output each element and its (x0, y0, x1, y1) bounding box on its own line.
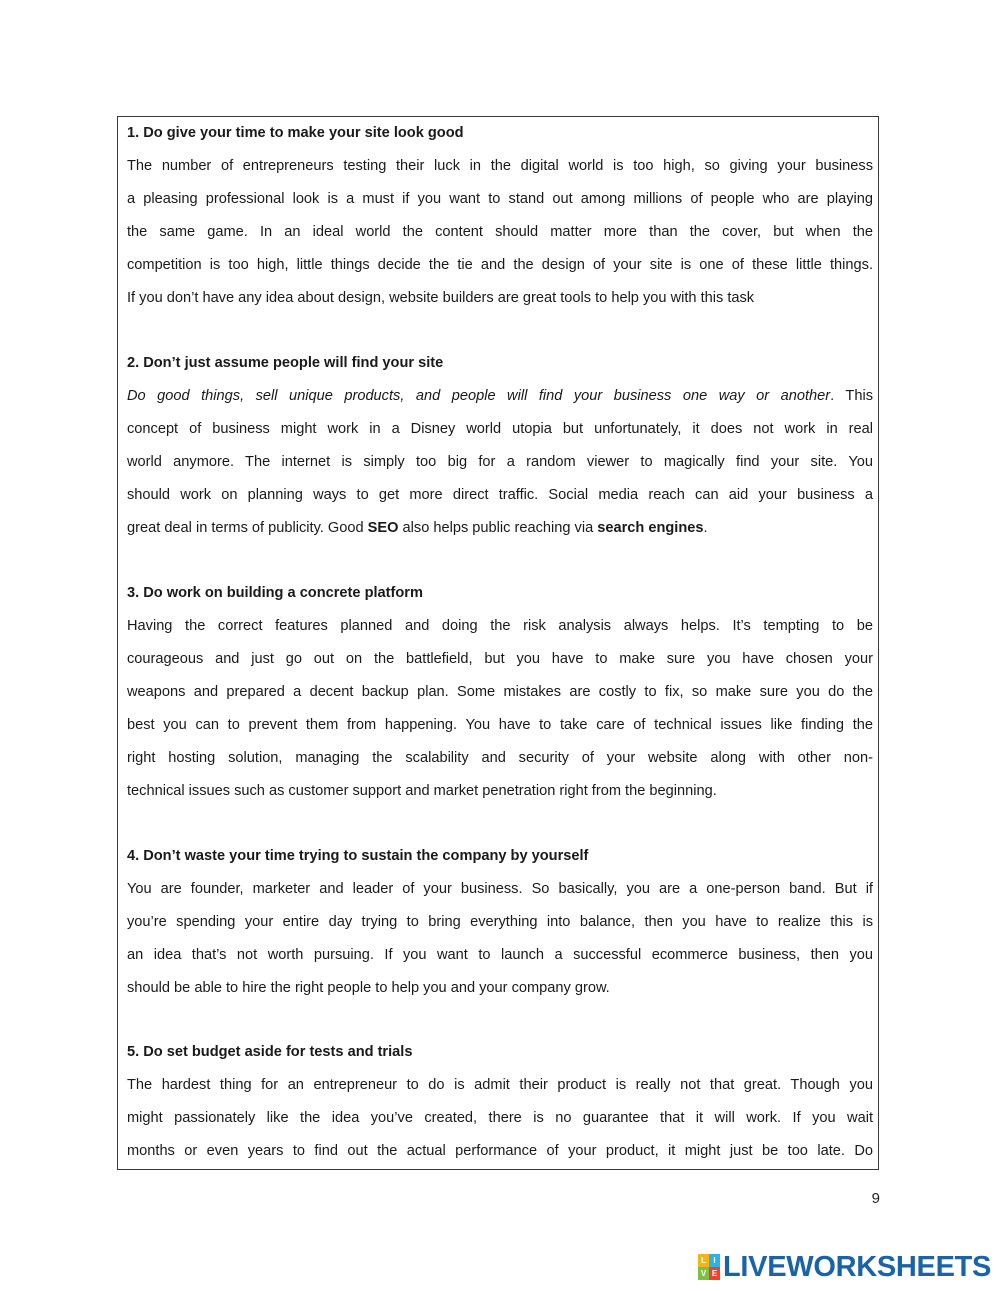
paragraph-line: best you can to prevent them from happening. You have to take care of technical issues like finding the (127, 717, 873, 733)
logo-letter: L (698, 1254, 709, 1267)
paragraph-line: You are founder, marketer and leader of your business. So basically, you are a one-person band. But if (127, 881, 873, 897)
paragraph-line: concept of business might work in a Disney world utopia but unfortunately, it does not work in real (127, 421, 873, 437)
paragraph-line: The number of entrepreneurs testing their luck in the digital world is too high, so giving your business (127, 158, 873, 174)
logo-letter: E (709, 1267, 720, 1280)
paragraph-line: should be able to hire the right people to help you and your company grow. (127, 980, 610, 996)
section-heading-1: 1. Do give your time to make your site look good (127, 125, 464, 141)
paragraph-text: great deal in terms of publicity. Good (127, 520, 368, 536)
paragraph-text: . (703, 520, 708, 536)
section-heading-4: 4. Don’t waste your time trying to sustain the company by yourself (127, 848, 589, 864)
paragraph-line: you’re spending your entire day trying to bring everything into balance, then you have to realize this is (127, 914, 873, 930)
liveworksheets-icon (698, 1254, 720, 1280)
section-heading-2: 2. Don’t just assume people will find your site (127, 355, 444, 371)
search-engines-term: search engines (597, 520, 704, 536)
liveworksheets-wordmark: LIVEWORKSHEETS (723, 1251, 992, 1283)
paragraph-line: months or even years to find out the actual performance of your product, it might just be too late. Do (127, 1143, 873, 1159)
section-heading-5: 5. Do set budget aside for tests and trials (127, 1044, 413, 1060)
paragraph-text: . This (830, 388, 874, 404)
paragraph-line: courageous and just go out on the battlefield, but you have to make sure you have chosen your (127, 651, 873, 667)
paragraph-line: weapons and prepared a decent backup plan. Some mistakes are costly to fix, so make sure you do the (127, 684, 873, 700)
liveworksheets-logo[interactable] (698, 1252, 991, 1282)
paragraph-text: also helps public reaching via (398, 520, 598, 536)
paragraph-line: technical issues such as customer support and market penetration right from the beginning. (127, 783, 717, 799)
content-box (117, 116, 879, 1170)
paragraph-line: an idea that’s not worth pursuing. If you want to launch a successful ecommerce business, then you (127, 947, 873, 963)
paragraph-line: the same game. In an ideal world the content should matter more than the cover, but when the (127, 224, 873, 240)
page-number: 9 (871, 1190, 880, 1207)
seo-term: SEO (367, 520, 399, 536)
paragraph-line: The hardest thing for an entrepreneur to do is admit their product is really not that great. Though you (127, 1077, 873, 1093)
paragraph-line: If you don’t have any idea about design, website builders are great tools to help you with this task (127, 290, 755, 306)
paragraph-line (127, 380, 873, 413)
paragraph-line: competition is too high, little things decide the tie and the design of your site is one of these little things. (127, 257, 873, 273)
paragraph-line: right hosting solution, managing the scalability and security of your website along with other non- (127, 750, 873, 766)
paragraph-line: should work on planning ways to get more direct traffic. Social media reach can aid your business a (127, 487, 873, 503)
italic-quote: Do good things, sell unique products, and people will find your business one way or another (127, 388, 831, 404)
logo-letter: V (698, 1267, 709, 1280)
section-heading-3: 3. Do work on building a concrete platform (127, 585, 423, 601)
paragraph-line: a pleasing professional look is a must if you want to stand out among millions of people who are playing (127, 191, 873, 207)
paragraph-line: Having the correct features planned and doing the risk analysis always helps. It’s tempting to be (127, 618, 873, 634)
paragraph-line: world anymore. The internet is simply too big for a random viewer to magically find your site. You (127, 454, 873, 470)
logo-letter: I (709, 1254, 720, 1267)
paragraph-line: might passionately like the idea you’ve created, there is no guarantee that it will work. If you wait (127, 1110, 873, 1126)
paragraph-line (127, 512, 873, 545)
